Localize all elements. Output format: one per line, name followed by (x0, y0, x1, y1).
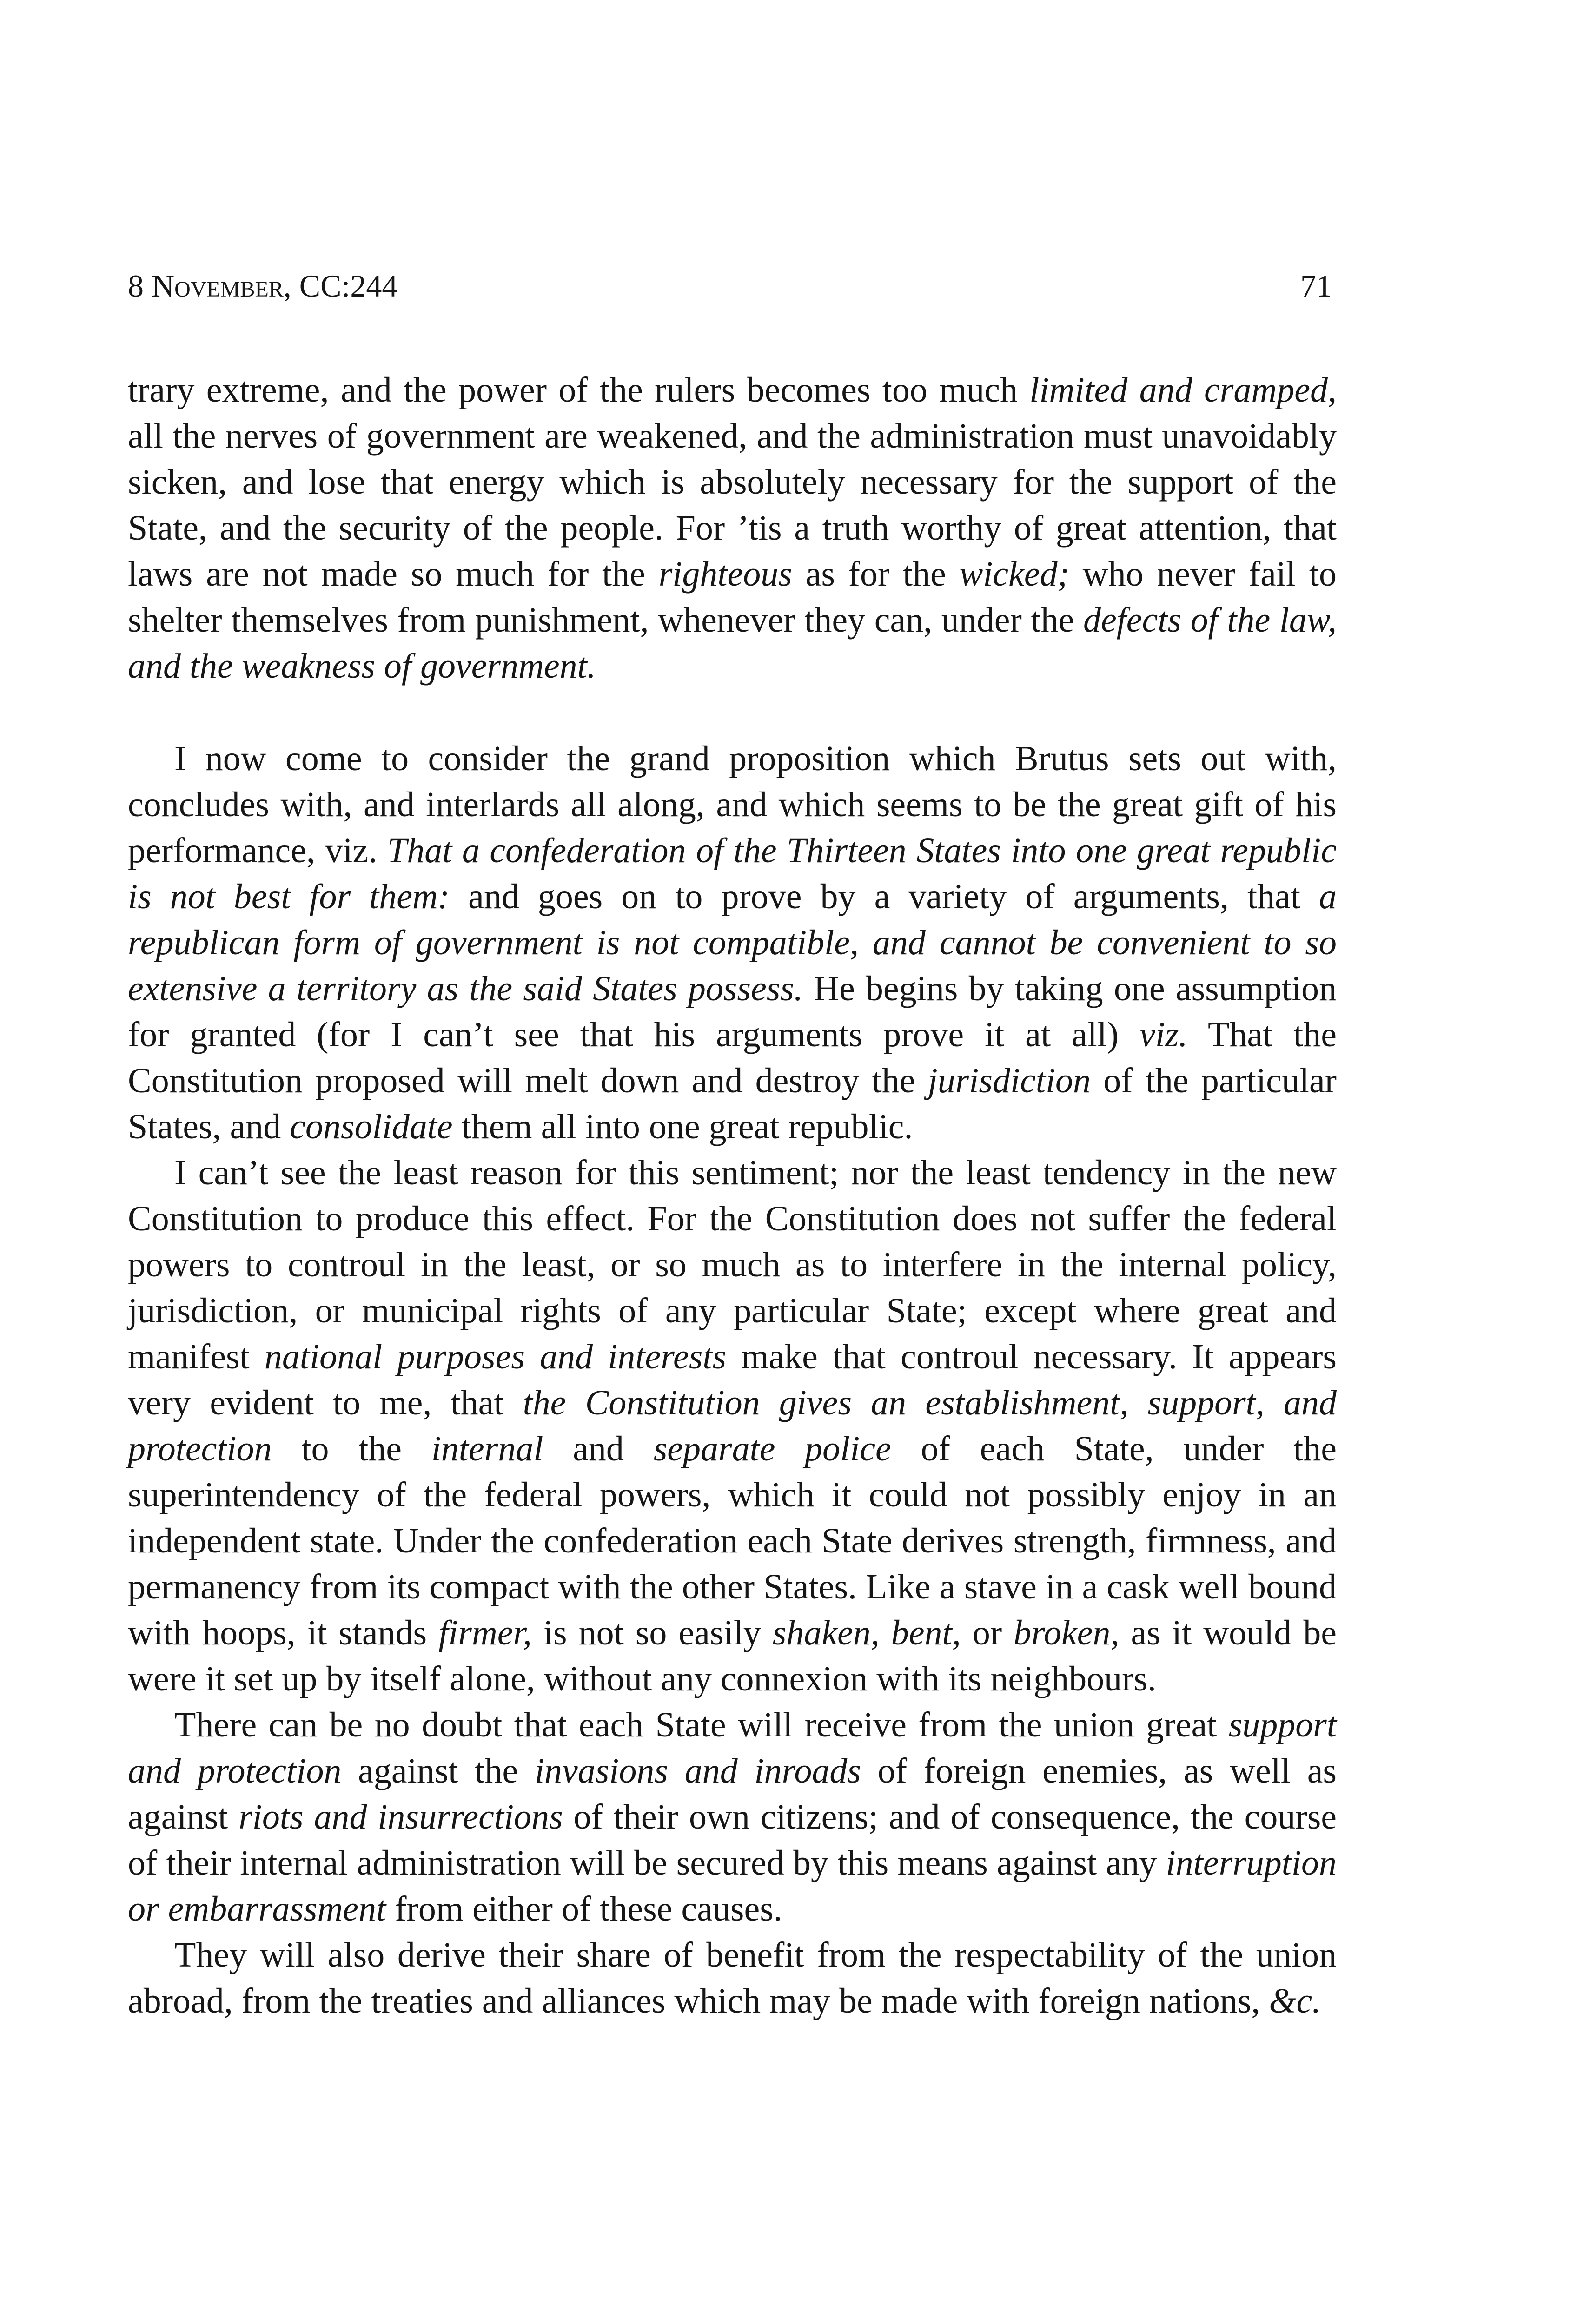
text-run: to the (272, 1429, 431, 1468)
text-run: against the (341, 1751, 535, 1790)
text-run: trary extreme, and the power of the rulers becomes too much (128, 370, 1030, 409)
body-text (128, 367, 1337, 2024)
text-run: from either of these causes. (386, 1889, 782, 1928)
italic-text-run: the Constitution gives an establishment, support, and protection (128, 1383, 1337, 1468)
running-head (128, 265, 1337, 307)
paragraph-4 (128, 1702, 1337, 1932)
italic-text-run: riots and insurrections (238, 1797, 563, 1836)
italic-text-run: limited and cramped (1029, 370, 1328, 409)
book-page (128, 265, 1337, 2024)
text-run: and goes on to prove by a variety of arguments, that (450, 877, 1319, 916)
italic-text-run: internal (431, 1429, 543, 1468)
italic-text-run: jurisdiction (928, 1061, 1091, 1100)
text-run: That the Constitution proposed will melt down and destroy the (128, 1015, 1337, 1100)
running-head-left (128, 265, 398, 307)
italic-text-run: &c. (1269, 1981, 1321, 2020)
paragraph-1 (128, 367, 1337, 689)
italic-text-run: separate police (653, 1429, 891, 1468)
italic-text-run: That a confederation of the Thirteen States into one great republic is not best for them: (128, 831, 1337, 916)
text-run: There can be no doubt that each State will receive from the union great (174, 1705, 1229, 1744)
page-number: 71 (1300, 268, 1332, 304)
text-run: and (543, 1429, 654, 1468)
italic-text-run: viz. (1140, 1015, 1188, 1054)
italic-text-run: broken, (1014, 1613, 1120, 1652)
paragraph-3 (128, 1150, 1337, 1702)
running-head-month: November (152, 268, 284, 304)
paragraph-5 (128, 1932, 1337, 2024)
text-run: who never fail to shelter themselves from punishment, whenever they can, under the (128, 555, 1337, 640)
text-run: , all the nerves of government are weakened, and the administration must unavoidably sicken, and lose that energy which is absolutely necessary for the support of the State, and the security of the people. For ’tis a truth worthy of great attention, that laws are not made so much for the (128, 370, 1337, 594)
italic-text-run: a republican form of government is not compatible, and cannot be convenient to so extensive a territory as the said States possess. (128, 877, 1337, 1008)
text-run: as for the (792, 555, 960, 594)
text-run: or (961, 1613, 1014, 1652)
running-head-ref: , CC:244 (283, 268, 398, 304)
text-run: I can’t see the least reason for this sentiment; nor the least tendency in the new Constitution to produce this effect. For the Constitution does not suffer the federal powers to controul in the least, or so much as to interfere in the internal policy, jurisdiction, or municipal rights of any particular State; except where great and manifest (128, 1153, 1337, 1376)
text-run: He begins by taking one assumption for granted (for I can’t see that his arguments prove it at all) (128, 969, 1337, 1054)
italic-text-run: national purposes and interests (264, 1337, 727, 1376)
text-run: They will also derive their share of benefit from the respectability of the union abroad, from the treaties and alliances which may be made with foreign nations, (128, 1935, 1337, 2020)
text-run: as it would be were it set up by itself alone, without any connexion with its neighbours. (128, 1613, 1337, 1698)
text-run: of each State, under the superintendency of the federal powers, which it could not possibly enjoy in an independent state. Under the confederation each State derives strength, firmness, and permanency from its compact with the other States. Like a stave in a cask well bound with hoops, it stands (128, 1429, 1337, 1652)
italic-text-run: shaken, bent, (772, 1613, 961, 1652)
text-run: them all into one great republic. (452, 1107, 913, 1146)
italic-text-run: consolidate (290, 1107, 453, 1146)
italic-text-run: invasions and inroads (534, 1751, 861, 1790)
text-run: is not so easily (531, 1613, 773, 1652)
paragraph-2 (128, 736, 1337, 1150)
italic-text-run: interruption or embarrassment (128, 1843, 1337, 1928)
text-run: of their own citizens; and of consequence, the course of their internal administration will be secured by this means against any (128, 1797, 1337, 1882)
text-run: I now come to consider the grand proposition which Brutus sets out with, concludes with, and interlards all along, and which seems to be the great gift of his performance, viz. (128, 739, 1337, 870)
running-head-number: 8 (128, 268, 144, 304)
italic-text-run: support and protection (128, 1705, 1337, 1790)
text-run: of the particular States, and (128, 1061, 1337, 1146)
italic-text-run: defects of the law, and the weakness of government. (128, 601, 1337, 686)
text-run: make that controul necessary. It appears very evident to me, that (128, 1337, 1337, 1422)
italic-text-run: firmer, (438, 1613, 532, 1652)
italic-text-run: righteous (658, 555, 792, 594)
text-run: of foreign enemies, as well as against (128, 1751, 1337, 1836)
italic-text-run: wicked; (959, 555, 1069, 594)
